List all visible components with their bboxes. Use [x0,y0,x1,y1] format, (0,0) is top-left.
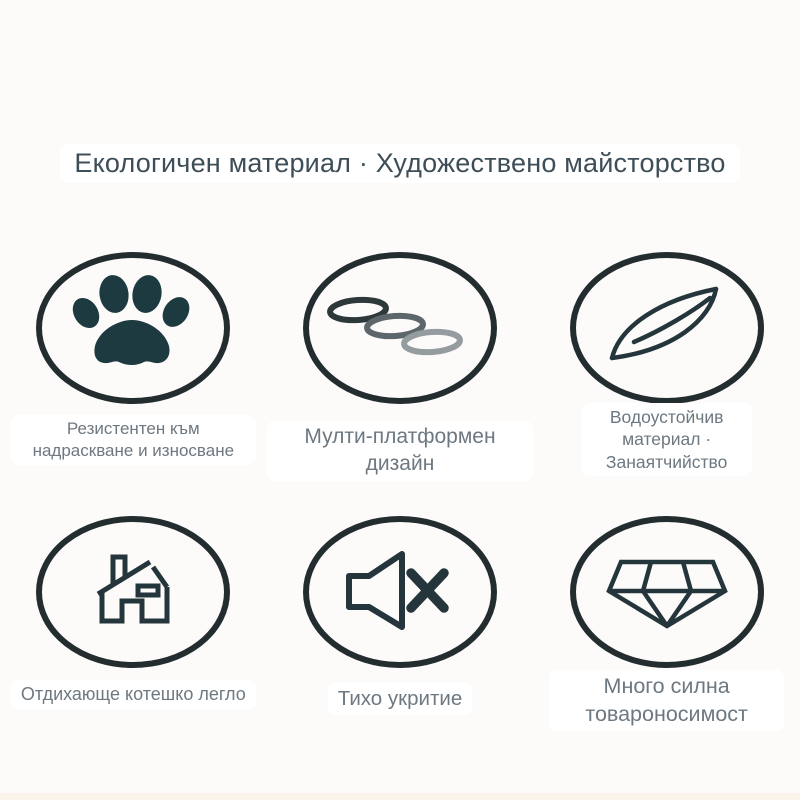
feature-label: Отдихающе котешко легло [11,680,256,709]
leaf-icon [562,248,772,408]
house-icon [28,512,238,672]
rings-icon [295,248,505,408]
bottom-band [0,793,800,800]
feature-label: Тихо укритие [328,683,473,715]
feature-scratch-resistant [0,248,267,481]
feature-row-top [0,248,800,481]
paw-icon [28,248,238,408]
feature-label: Мулти-платформен дизайн [267,421,534,481]
feature-cat-bed [0,512,267,731]
feature-label: Резистентен към надраскване и износване [11,415,256,465]
muted-speaker-icon [295,512,505,672]
feature-label: Много силна товароносимост [549,670,784,731]
diamond-icon [562,512,772,672]
feature-waterproof [533,248,800,481]
feature-row-bottom [0,512,800,731]
page-title [0,144,800,183]
feature-load-capacity [533,512,800,731]
page-title-text: Екологичен материал · Художествено майсторство [60,144,739,183]
feature-multi-platform [267,248,534,481]
feature-label: Водоустойчив материал · Занаятчийство [582,403,752,476]
feature-quiet [267,512,534,731]
